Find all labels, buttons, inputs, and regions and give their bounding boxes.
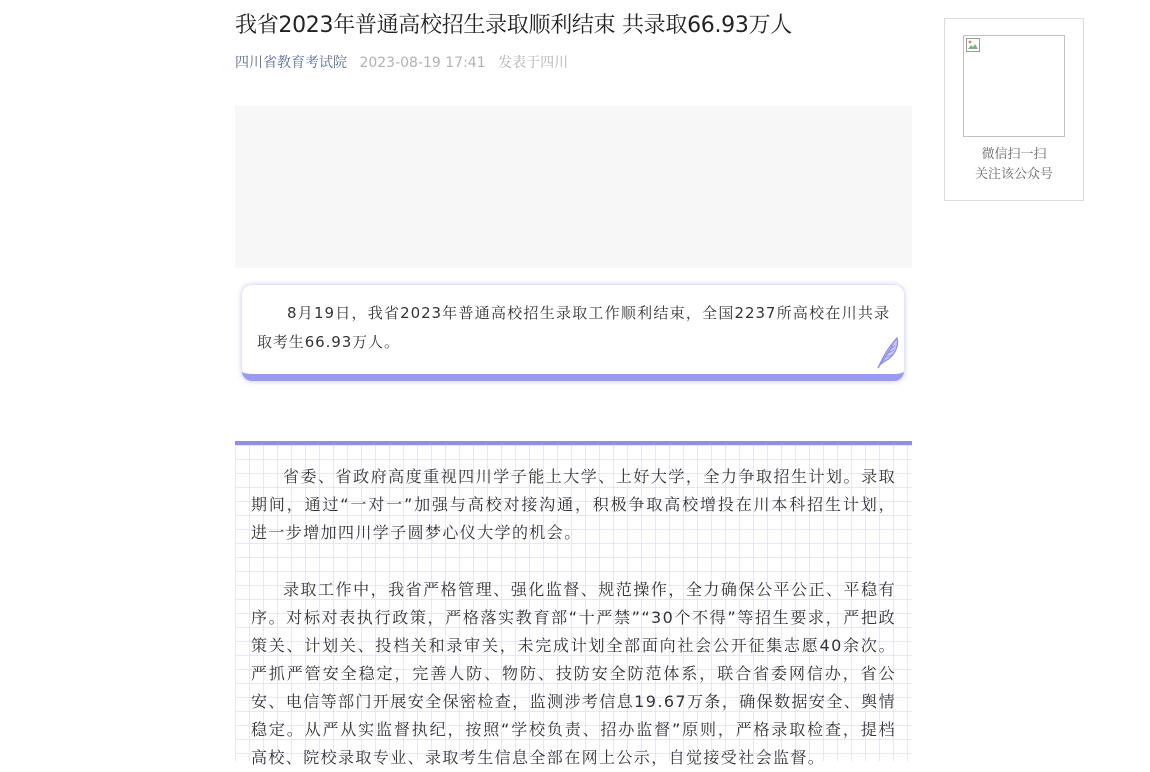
article-title: 我省2023年普通高校招生录取顺利结束 共录取66.93万人 bbox=[235, 13, 792, 38]
paragraph: 录取工作中，我省严格管理、强化监督、规范操作，全力确保公平公正、平稳有序。对标对表执行政策，严格落实教育部“十严禁”“30个不得”等招生要求，严把政策关、计划关、投档关和录审关，未完成计划全部面向社会公开征集志愿40余次。严抓严管安全稳定，完善人防、物防、技防安全防范体系，联合省委网信办，省公安、电信等部门开展安全保密检查，监测涉考信息19.67万条，确保数据安全、舆情稳定。从严从实监督执纪，按照“学校负责、招办监督”原则，严格录取检查，提档高校、院校录取专业、录取考生信息全部在网上公示，自觉接受社会监督。 bbox=[251, 580, 896, 767]
qr-caption bbox=[945, 145, 1083, 185]
publish-time: 2023-08-19 17:41 bbox=[359, 55, 486, 71]
qr-code-panel bbox=[944, 18, 1084, 201]
banner-image bbox=[235, 106, 912, 268]
publish-location: 发表于四川 bbox=[498, 55, 569, 71]
broken-image-icon bbox=[966, 38, 980, 52]
article-body bbox=[235, 441, 912, 767]
article bbox=[235, 0, 912, 767]
paragraph: 省委、省政府高度重视四川学子能上大学、上好大学，全力争取招生计划。录取期间，通过“一对一”加强与高校对接沟通，积极争取高校增投在川本科招生计划，进一步增加四川学子圆梦心仪大学的机会。 bbox=[251, 467, 896, 542]
qr-caption-line1: 微信扫一扫 bbox=[981, 147, 1047, 162]
summary-text: 8月19日，我省2023年普通高校招生录取工作顺利结束，全国2237所高校在川共录取考生66.93万人。 bbox=[257, 304, 890, 351]
feather-icon bbox=[874, 336, 900, 370]
qr-code-image bbox=[963, 35, 1065, 137]
qr-caption-line2: 关注该公众号 bbox=[974, 167, 1053, 182]
article-meta bbox=[235, 53, 912, 73]
summary-card bbox=[242, 285, 904, 381]
author-link[interactable]: 四川省教育考试院 bbox=[235, 55, 347, 71]
